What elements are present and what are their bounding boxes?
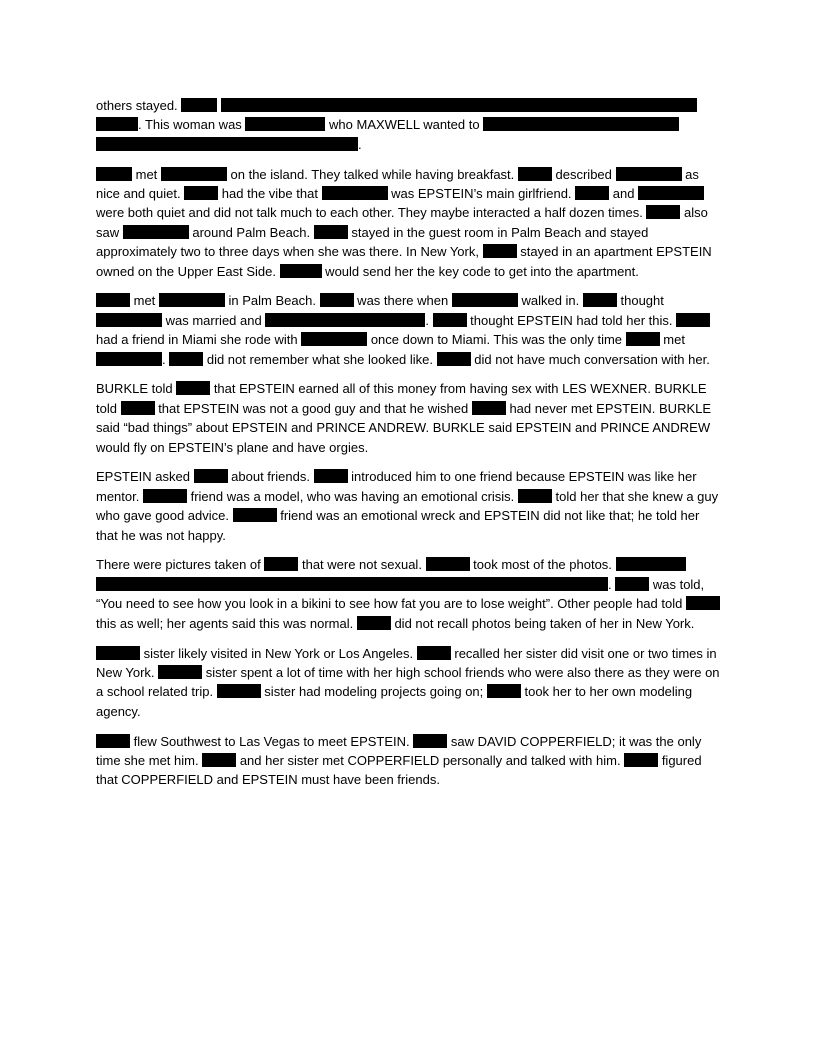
paragraph-5 bbox=[96, 467, 721, 545]
redaction-box bbox=[301, 332, 367, 346]
redaction-box bbox=[184, 186, 218, 200]
text-run: would send her the key code to get into the apartment. bbox=[321, 263, 639, 279]
text-run: took her to her own modeling agency. bbox=[96, 684, 693, 719]
redaction-box bbox=[616, 167, 682, 181]
redaction-box bbox=[483, 244, 517, 258]
text-run: thought EPSTEIN had told her this. bbox=[466, 312, 677, 328]
redaction-box bbox=[158, 665, 202, 679]
text-run: described bbox=[551, 166, 616, 182]
redaction-box bbox=[233, 508, 277, 522]
text-run: that EPSTEIN was not a good guy and that he wished bbox=[154, 400, 472, 416]
redaction-box bbox=[426, 557, 470, 571]
redaction-box bbox=[143, 489, 187, 503]
text-run: stayed in the guest room in Palm Beach and stayed approximately two to three days when she was there. In New York, bbox=[96, 224, 649, 260]
text-run: . bbox=[608, 576, 616, 592]
redaction-box bbox=[616, 557, 686, 571]
text-run: friend was a model, who was having an emotional crisis. bbox=[186, 488, 518, 504]
redaction-box bbox=[96, 352, 162, 366]
text-run: and her sister met COPPERFIELD personally and talked with him. bbox=[236, 752, 625, 768]
redaction-box bbox=[202, 753, 236, 767]
text-run: was there when bbox=[353, 293, 452, 309]
text-run: . This woman was bbox=[138, 117, 246, 133]
text-run: had the vibe that bbox=[218, 186, 322, 202]
text-run: others stayed. bbox=[96, 98, 182, 113]
text-run: did not remember what she looked like. bbox=[203, 351, 437, 367]
text-run: thought bbox=[616, 293, 664, 309]
text-run: that EPSTEIN earned all of this money from having sex with LES WEXNER. BURKLE told bbox=[96, 381, 707, 416]
text-run: was told, “You need to see how you look in a bikini to see how fat you are to lose weight”. Other people had told bbox=[96, 576, 705, 612]
redaction-box bbox=[615, 577, 649, 591]
text-run: around Palm Beach. bbox=[188, 224, 314, 240]
redaction-box bbox=[417, 646, 451, 660]
text-run: introduced him to one friend because EPSTEIN was like her mentor. bbox=[96, 469, 697, 504]
redaction-box bbox=[280, 264, 322, 278]
redaction-box bbox=[265, 313, 425, 327]
paragraph-1 bbox=[96, 96, 721, 154]
text-run: as nice and quiet. bbox=[96, 166, 699, 202]
text-run: in Palm Beach. bbox=[224, 293, 320, 309]
text-run: did not have much conversation with her. bbox=[470, 351, 710, 367]
redaction-box bbox=[245, 117, 325, 131]
text-run: saw DAVID COPPERFIELD; it was the only time she met him. bbox=[96, 733, 702, 768]
redaction-box bbox=[437, 352, 471, 366]
redaction-box bbox=[314, 225, 348, 239]
text-run: EPSTEIN asked bbox=[96, 469, 194, 485]
redaction-box bbox=[575, 186, 609, 200]
redaction-box bbox=[487, 684, 521, 698]
text-run: about friends. bbox=[227, 469, 314, 485]
redaction-box bbox=[322, 186, 388, 200]
redaction-box bbox=[357, 616, 391, 630]
text-run: stayed in an apartment EPSTEIN owned on the Upper East Side. bbox=[96, 244, 712, 279]
redaction-box bbox=[176, 381, 210, 395]
text-run: . bbox=[425, 312, 433, 328]
redaction-box bbox=[483, 117, 679, 131]
redaction-box bbox=[433, 313, 467, 327]
text-run: walked in. bbox=[517, 293, 583, 309]
text-run: had never met EPSTEIN. BURKLE said “bad things” about EPSTEIN and PRINCE ANDREW. BURKLE said EPSTEIN and PRINCE ANDREW would fly on EPSTEIN’s plane and have orgies. bbox=[96, 400, 712, 455]
redaction-box bbox=[472, 401, 506, 415]
text-run: met bbox=[659, 332, 685, 348]
text-run: met bbox=[132, 166, 161, 182]
paragraph-4 bbox=[96, 379, 721, 457]
redaction-box bbox=[159, 293, 225, 307]
text-run: who MAXWELL wanted to bbox=[325, 117, 484, 133]
text-run: this as well; her agents said this was normal. bbox=[96, 615, 357, 631]
redaction-box bbox=[221, 98, 697, 112]
text-run: once down to Miami. This was the only time bbox=[367, 332, 626, 348]
redaction-box bbox=[646, 205, 680, 219]
redaction-box bbox=[161, 167, 227, 181]
redaction-box bbox=[626, 332, 660, 346]
text-run: sister had modeling projects going on; bbox=[260, 684, 487, 700]
redaction-box bbox=[96, 313, 162, 327]
redaction-box bbox=[264, 557, 298, 571]
redaction-box bbox=[169, 352, 203, 366]
text-run: sister spent a lot of time with her high school friends who were also there as they were on a school related trip. bbox=[96, 664, 720, 700]
redaction-box bbox=[638, 186, 704, 200]
redaction-box bbox=[96, 117, 138, 131]
paragraph-2 bbox=[96, 165, 721, 281]
redaction-box bbox=[96, 646, 140, 660]
text-run: met bbox=[130, 293, 159, 309]
redaction-box bbox=[518, 489, 552, 503]
text-run: was EPSTEIN’s main girlfriend. bbox=[387, 186, 576, 202]
text-run: told her that she knew a guy who gave good advice. bbox=[96, 488, 719, 524]
text-run: BURKLE told bbox=[96, 381, 177, 397]
text-run: figured that COPPERFIELD and EPSTEIN must have been friends. bbox=[96, 752, 702, 788]
redaction-box bbox=[217, 684, 261, 698]
redaction-box bbox=[121, 401, 155, 415]
text-run: . bbox=[162, 351, 170, 367]
redaction-box bbox=[624, 753, 658, 767]
text-run: was married and bbox=[162, 312, 266, 328]
redaction-box bbox=[194, 469, 228, 483]
redaction-box bbox=[123, 225, 189, 239]
text-run: friend was an emotional wreck and EPSTEIN did not like that; he told her that he was not happy. bbox=[96, 508, 700, 543]
text-run: There were pictures taken of bbox=[96, 557, 265, 573]
text-run: . bbox=[358, 136, 362, 152]
redaction-box bbox=[96, 137, 358, 151]
redaction-box bbox=[320, 293, 354, 307]
text-run: flew Southwest to Las Vegas to meet EPSTEIN. bbox=[130, 733, 414, 749]
redaction-box bbox=[583, 293, 617, 307]
redaction-box bbox=[96, 167, 132, 181]
paragraph-6 bbox=[96, 555, 721, 633]
paragraph-8 bbox=[96, 732, 721, 790]
text-run: were both quiet and did not talk much to each other. They maybe interacted a half dozen times. bbox=[96, 205, 647, 221]
redaction-box bbox=[96, 577, 608, 591]
redaction-box bbox=[518, 167, 552, 181]
paragraph-7 bbox=[96, 644, 721, 722]
redaction-box bbox=[96, 734, 130, 748]
text-run: did not recall photos being taken of her in New York. bbox=[390, 615, 695, 631]
text-run: also saw bbox=[96, 205, 708, 240]
redaction-box bbox=[413, 734, 447, 748]
redaction-box bbox=[686, 596, 720, 610]
redaction-box bbox=[96, 293, 130, 307]
redaction-box bbox=[452, 293, 518, 307]
paragraph-3 bbox=[96, 291, 721, 369]
text-run: sister likely visited in New York or Los Angeles. bbox=[140, 645, 417, 661]
text-run: recalled her sister did visit one or two times in New York. bbox=[96, 645, 717, 680]
redaction-box bbox=[314, 469, 348, 483]
text-run: on the island. They talked while having breakfast. bbox=[226, 166, 518, 182]
redaction-box bbox=[181, 98, 217, 112]
document-page bbox=[96, 96, 721, 800]
text-run: had a friend in Miami she rode with bbox=[96, 332, 302, 348]
text-run: that were not sexual. bbox=[298, 557, 426, 573]
text-run: and bbox=[609, 186, 639, 202]
text-run: took most of the photos. bbox=[469, 557, 616, 573]
redaction-box bbox=[676, 313, 710, 327]
